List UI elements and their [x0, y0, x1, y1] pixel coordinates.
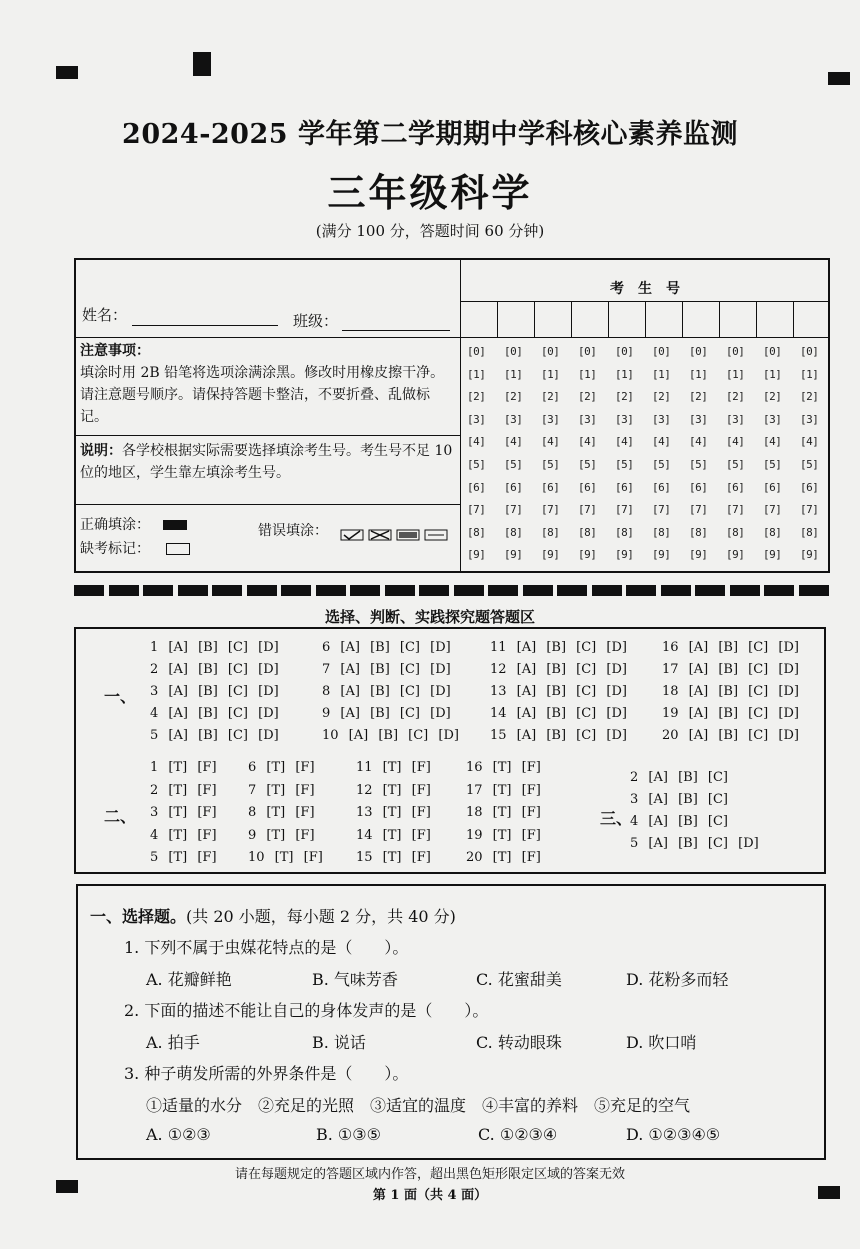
exam-number-bubble[interactable]: [6]	[541, 480, 560, 494]
tf-answer-row[interactable]: 12 [T] [F]	[356, 782, 431, 798]
notice-title: 注意事项：	[80, 343, 150, 359]
mc-answer-row[interactable]: 19 [A] [B] [C] [D]	[662, 706, 799, 721]
separator-dash	[281, 585, 311, 596]
exam-number-bubble[interactable]: [0]	[689, 345, 708, 358]
exam-number-bubble[interactable]: [8]	[689, 525, 708, 539]
q3-option-c[interactable]: C. ①②③④	[478, 1125, 558, 1144]
tf-answer-row[interactable]: 6 [T] [F]	[248, 760, 315, 775]
separator-dash	[419, 585, 449, 596]
exam-number-bubble[interactable]: [8]	[615, 525, 634, 539]
exam-number-bubble[interactable]: [9]	[615, 548, 634, 562]
q3-option-d[interactable]: D. ①②③④⑤	[626, 1125, 721, 1144]
exam-number-bubble[interactable]: [7]	[504, 503, 523, 517]
exam-number-bubble[interactable]: [9]	[763, 548, 782, 562]
exam-number-bubble[interactable]: [7]	[578, 503, 597, 517]
exam-number-bubble[interactable]: [9]	[541, 548, 560, 562]
mc-answer-row[interactable]: 13 [A] [B] [C] [D]	[490, 684, 627, 699]
section-3-label: 三、	[600, 809, 633, 828]
separator-dash	[592, 585, 622, 596]
class-label: 班级：	[293, 312, 339, 330]
exam-number-bubble[interactable]: [2]	[578, 390, 597, 404]
separator-dash	[143, 585, 173, 596]
wrong-label: 错误填涂：	[258, 523, 328, 539]
exam-number-bubble[interactable]: [1]	[726, 367, 745, 381]
separator-dash	[626, 585, 656, 596]
separator-dash	[178, 585, 208, 596]
exam-number-bubble[interactable]: [4]	[726, 435, 745, 449]
practice-answer-row[interactable]: 3 [A] [B] [C]	[630, 792, 728, 807]
exam-number-bubble[interactable]: [3]	[726, 412, 745, 426]
answer-area-title: 选择、判断、实践探究题答题区	[324, 608, 535, 626]
mc-answer-row[interactable]: 20 [A] [B] [C] [D]	[662, 728, 799, 743]
exam-number-bubble[interactable]: [5]	[652, 458, 671, 471]
tf-answer-row[interactable]: 8 [T] [F]	[248, 805, 315, 820]
separator-dash	[661, 585, 691, 596]
separator-dash	[730, 585, 760, 596]
exam-number-bubble[interactable]: [1]	[800, 367, 819, 381]
exam-number-bubble[interactable]: [2]	[726, 390, 745, 404]
exam-number-bubble[interactable]: [3]	[763, 412, 782, 426]
footer-warning: 请在每题规定的答题区域内作答，超出黑色矩形限定区域的答案无效	[234, 1167, 625, 1182]
tf-answer-row[interactable]: 17 [T] [F]	[466, 782, 541, 798]
tf-answer-row[interactable]: 15 [T] [F]	[356, 850, 431, 865]
exam-number-bubble[interactable]: [4]	[615, 435, 634, 449]
exam-number-bubble[interactable]: [8]	[541, 525, 560, 539]
question-1-stem: 1. 下列不属于虫媒花特点的是（ ）。	[124, 938, 409, 957]
practice-answer-row[interactable]: 5 [A] [B] [C] [D]	[630, 836, 759, 851]
tf-answer-row[interactable]: 7 [T] [F]	[248, 782, 315, 798]
separator-dash	[454, 585, 484, 596]
mc-answer-row[interactable]: 17 [A] [B] [C] [D]	[662, 662, 799, 677]
mc-answer-row[interactable]: 2 [A] [B] [C] [D]	[150, 662, 279, 677]
exam-number-bubble[interactable]: [9]	[467, 548, 486, 562]
tf-answer-row[interactable]: 1 [T] [F]	[150, 760, 217, 775]
q3-option-a[interactable]: A. ①②③	[146, 1125, 211, 1144]
exam-number-bubble[interactable]: [7]	[800, 503, 819, 517]
exam-number-bubble[interactable]: [6]	[800, 480, 819, 494]
exam-number-bubble[interactable]: [2]	[615, 390, 634, 404]
exam-number-bubble[interactable]: [8]	[726, 525, 745, 539]
exam-number-bubble[interactable]: [4]	[800, 435, 819, 449]
separator-dash	[74, 585, 104, 596]
exam-number-bubble[interactable]: [9]	[800, 548, 819, 562]
exam-number-bubble[interactable]: [9]	[689, 548, 708, 562]
q2-option-b[interactable]: B. 说话	[312, 1033, 366, 1052]
correct-label: 正确填涂：	[80, 517, 150, 533]
exam-number-bubble[interactable]: [5]	[726, 458, 745, 471]
position-mark	[56, 66, 78, 79]
q1-option-d[interactable]: D. 花粉多而轻	[626, 970, 729, 989]
exam-number-bubble[interactable]: [0]	[615, 345, 634, 358]
exam-number-bubble[interactable]: [5]	[578, 458, 597, 471]
exam-number-bubble[interactable]: [8]	[578, 525, 597, 539]
question-2-stem: 2. 下面的描述不能让自己的身体发声的是（ ）。	[124, 1001, 489, 1020]
exam-number-bubble[interactable]: [4]	[689, 435, 708, 449]
exam-number-bubble[interactable]: [0]	[467, 345, 486, 358]
exam-number-bubble[interactable]: [4]	[504, 435, 523, 449]
exam-number-bubble[interactable]: [5]	[541, 458, 560, 471]
exam-number-bubble[interactable]: [0]	[578, 345, 597, 358]
practice-answer-row[interactable]: 4 [A] [B] [C]	[630, 814, 728, 829]
mc-answer-row[interactable]: 3 [A] [B] [C] [D]	[150, 684, 279, 699]
explain-text: 各学校根据实际需要选择填涂考生号。考生号不足 10 位的地区，学生靠左填涂考生号。	[80, 443, 453, 481]
section-2-label: 二、	[104, 807, 137, 826]
exam-number-bubble[interactable]: [9]	[726, 548, 745, 562]
tf-answer-row[interactable]: 10 [T] [F]	[248, 850, 323, 865]
exam-number-bubble[interactable]: [6]	[578, 480, 597, 494]
separator-dash	[385, 585, 415, 596]
mc-answer-row[interactable]: 1 [A] [B] [C] [D]	[150, 640, 279, 655]
exam-number-bubble[interactable]: [9]	[652, 548, 671, 562]
separator-dash	[695, 585, 725, 596]
section-title: 一、选择题。	[90, 907, 187, 926]
exam-number-bubble[interactable]: [1]	[763, 367, 782, 381]
separator-dash	[488, 585, 518, 596]
exam-number-bubble[interactable]: [4]	[541, 435, 560, 449]
exam-number-bubble[interactable]: [3]	[578, 412, 597, 426]
separator-dash	[109, 585, 139, 596]
exam-number-bubble[interactable]: [6]	[652, 480, 671, 494]
wrong-fill-samples	[340, 526, 450, 538]
separator-dash	[799, 585, 829, 596]
correct-fill-sample	[163, 520, 187, 530]
tf-answer-row[interactable]: 5 [T] [F]	[150, 850, 217, 865]
exam-number-bubble[interactable]: [6]	[504, 480, 523, 494]
exam-number-bubble[interactable]: [5]	[689, 458, 708, 471]
tf-answer-row[interactable]: 3 [T] [F]	[150, 805, 217, 820]
exam-number-bubble[interactable]: [5]	[615, 458, 634, 471]
exam-number-bubble[interactable]: [2]	[652, 390, 671, 404]
tf-answer-row[interactable]: 9 [T] [F]	[248, 827, 315, 843]
exam-number-bubble[interactable]: [2]	[541, 390, 560, 404]
exam-number-bubble[interactable]: [1]	[467, 367, 486, 381]
section-info: (共 20 小题，每小题 2 分，共 40 分)	[186, 907, 456, 926]
tf-answer-row[interactable]: 4 [T] [F]	[150, 827, 217, 843]
exam-number-bubble[interactable]: [6]	[689, 480, 708, 494]
exam-number-bubble[interactable]: [5]	[467, 458, 486, 471]
tf-answer-row[interactable]: 20 [T] [F]	[466, 850, 541, 865]
exam-number-bubble[interactable]: [9]	[504, 548, 523, 562]
exam-number-bubble[interactable]: [1]	[652, 367, 671, 381]
position-mark	[193, 52, 211, 76]
exam-number-bubble[interactable]: [0]	[800, 345, 819, 358]
exam-number-bubble[interactable]: [8]	[800, 525, 819, 539]
exam-number-bubble[interactable]: [7]	[726, 503, 745, 517]
absent-mark-box[interactable]	[166, 543, 190, 555]
exam-number-bubble[interactable]: [2]	[689, 390, 708, 404]
mc-answer-row[interactable]: 15 [A] [B] [C] [D]	[490, 728, 627, 743]
separator-dash	[764, 585, 794, 596]
q2-option-a[interactable]: A. 拍手	[146, 1033, 200, 1052]
exam-number-bubble[interactable]: [5]	[504, 458, 523, 471]
exam-number-bubble[interactable]: [4]	[763, 435, 782, 449]
mc-answer-row[interactable]: 9 [A] [B] [C] [D]	[322, 706, 451, 721]
tf-answer-row[interactable]: 14 [T] [F]	[356, 827, 431, 843]
mc-answer-row[interactable]: 5 [A] [B] [C] [D]	[150, 728, 279, 743]
exam-number-bubble[interactable]: [3]	[615, 412, 634, 426]
class-field[interactable]	[342, 330, 450, 331]
exam-number-bubble[interactable]: [1]	[578, 367, 597, 381]
q2-option-d[interactable]: D. 吹口哨	[626, 1033, 697, 1052]
tf-answer-row[interactable]: 13 [T] [F]	[356, 805, 431, 820]
mc-answer-row[interactable]: 6 [A] [B] [C] [D]	[322, 640, 451, 655]
separator-dash	[316, 585, 346, 596]
mc-answer-row[interactable]: 16 [A] [B] [C] [D]	[662, 640, 799, 655]
exam-number-bubble[interactable]: [2]	[467, 390, 486, 404]
exam-number-bubble[interactable]: [2]	[800, 390, 819, 404]
mc-answer-row[interactable]: 7 [A] [B] [C] [D]	[322, 662, 451, 677]
exam-number-bubble[interactable]: [3]	[504, 412, 523, 426]
separator-dash	[247, 585, 277, 596]
exam-number-bubble[interactable]: [5]	[763, 458, 782, 471]
exam-number-bubble[interactable]: [8]	[467, 525, 486, 539]
exam-number-bubble[interactable]: [3]	[800, 412, 819, 426]
q1-option-c[interactable]: C. 花蜜甜美	[476, 970, 562, 989]
exam-number-bubble[interactable]: [2]	[763, 390, 782, 404]
q2-option-c[interactable]: C. 转动眼珠	[476, 1033, 562, 1052]
separator-dash	[212, 585, 242, 596]
exam-number-bubble[interactable]: [1]	[541, 367, 560, 381]
exam-number-bubble[interactable]: [7]	[541, 503, 560, 517]
explain-title: 说明：	[80, 443, 122, 459]
q1-option-b[interactable]: B. 气味芳香	[312, 970, 398, 989]
question-3-stem: 3. 种子萌发所需的外界条件是（ ）。	[124, 1064, 409, 1083]
exam-number-bubble[interactable]: [2]	[504, 390, 523, 404]
exam-number-bubble[interactable]: [3]	[689, 412, 708, 426]
exam-number-label: 考 生 号	[610, 281, 680, 297]
mc-answer-row[interactable]: 12 [A] [B] [C] [D]	[490, 662, 627, 677]
mc-answer-row[interactable]: 4 [A] [B] [C] [D]	[150, 706, 279, 721]
separator-dash	[557, 585, 587, 596]
exam-number-bubble[interactable]: [7]	[615, 503, 634, 517]
separator-dash	[350, 585, 380, 596]
exam-number-bubble[interactable]: [8]	[504, 525, 523, 539]
notice-text: 填涂时用 2B 铅笔将选项涂满涂黑。修改时用橡皮擦干净。请注意题号顺序。请保持答题卡整洁，不要折叠、乱做标记。	[80, 365, 445, 425]
mc-answer-row[interactable]: 11 [A] [B] [C] [D]	[490, 640, 627, 655]
tf-answer-row[interactable]: 19 [T] [F]	[466, 827, 541, 843]
subject-title: 三年级科学	[327, 170, 533, 215]
exam-number-bubble[interactable]: [0]	[652, 345, 671, 358]
exam-number-bubble[interactable]: [7]	[467, 503, 486, 517]
tf-answer-row[interactable]: 11 [T] [F]	[356, 760, 431, 775]
exam-number-bubble[interactable]: [3]	[541, 412, 560, 426]
exam-number-bubble[interactable]: [6]	[726, 480, 745, 494]
practice-answer-row[interactable]: 2 [A] [B] [C]	[630, 770, 728, 785]
exam-number-bubble[interactable]: [3]	[652, 412, 671, 426]
tf-answer-row[interactable]: 16 [T] [F]	[466, 760, 541, 775]
name-field[interactable]	[132, 325, 278, 326]
q1-option-a[interactable]: A. 花瓣鲜艳	[146, 970, 232, 989]
exam-number-bubble[interactable]: [0]	[541, 345, 560, 358]
exam-number-bubble[interactable]: [0]	[726, 345, 745, 358]
exam-number-bubble[interactable]: [1]	[689, 367, 708, 381]
exam-number-bubble[interactable]: [0]	[763, 345, 782, 358]
exam-number-bubble[interactable]: [4]	[652, 435, 671, 449]
exam-number-bubble[interactable]: [3]	[467, 412, 486, 426]
exam-number-bubble[interactable]: [9]	[578, 548, 597, 562]
q3-option-b[interactable]: B. ①③⑤	[316, 1125, 381, 1144]
exam-number-bubble[interactable]: [0]	[504, 345, 523, 358]
name-label: 姓名：	[82, 306, 128, 324]
exam-number-bubble[interactable]: [4]	[467, 435, 486, 449]
q3-conditions: ①适量的水分 ②充足的光照 ③适宜的温度 ④丰富的养料 ⑤充足的空气	[146, 1096, 691, 1115]
mc-answer-row[interactable]: 14 [A] [B] [C] [D]	[490, 706, 627, 721]
mc-answer-row[interactable]: 10 [A] [B] [C] [D]	[322, 728, 459, 743]
exam-number-bubble[interactable]: [7]	[652, 503, 671, 517]
exam-number-bubble[interactable]: [8]	[652, 525, 671, 539]
exam-number-bubble[interactable]: [5]	[800, 458, 819, 471]
mc-answer-row[interactable]: 18 [A] [B] [C] [D]	[662, 684, 799, 699]
exam-number-bubble[interactable]: [4]	[578, 435, 597, 449]
mc-answer-row[interactable]: 8 [A] [B] [C] [D]	[322, 684, 451, 699]
absent-label: 缺考标记：	[80, 541, 150, 557]
exam-number-bubble[interactable]: [7]	[689, 503, 708, 517]
exam-number-bubble[interactable]: [6]	[615, 480, 634, 494]
exam-number-bubble[interactable]: [6]	[763, 480, 782, 494]
page-number: 第 1 面（共 4 面）	[372, 1188, 488, 1203]
tf-answer-row[interactable]: 2 [T] [F]	[150, 782, 217, 798]
section-1-label: 一、	[104, 687, 137, 706]
exam-number-bubble[interactable]: [7]	[763, 503, 782, 517]
exam-number-bubble[interactable]: [1]	[615, 367, 634, 381]
exam-number-bubble[interactable]: [1]	[504, 367, 523, 381]
exam-info: (满分 100 分，答题时间 60 分钟)	[315, 222, 545, 240]
exam-number-bubble[interactable]: [6]	[467, 480, 486, 494]
exam-number-bubble[interactable]: [8]	[763, 525, 782, 539]
tf-answer-row[interactable]: 18 [T] [F]	[466, 805, 541, 820]
exam-title: 2024-2025 学年第二学期期中学科核心素养监测	[122, 119, 738, 150]
separator-dash	[523, 585, 553, 596]
position-mark	[828, 72, 850, 85]
